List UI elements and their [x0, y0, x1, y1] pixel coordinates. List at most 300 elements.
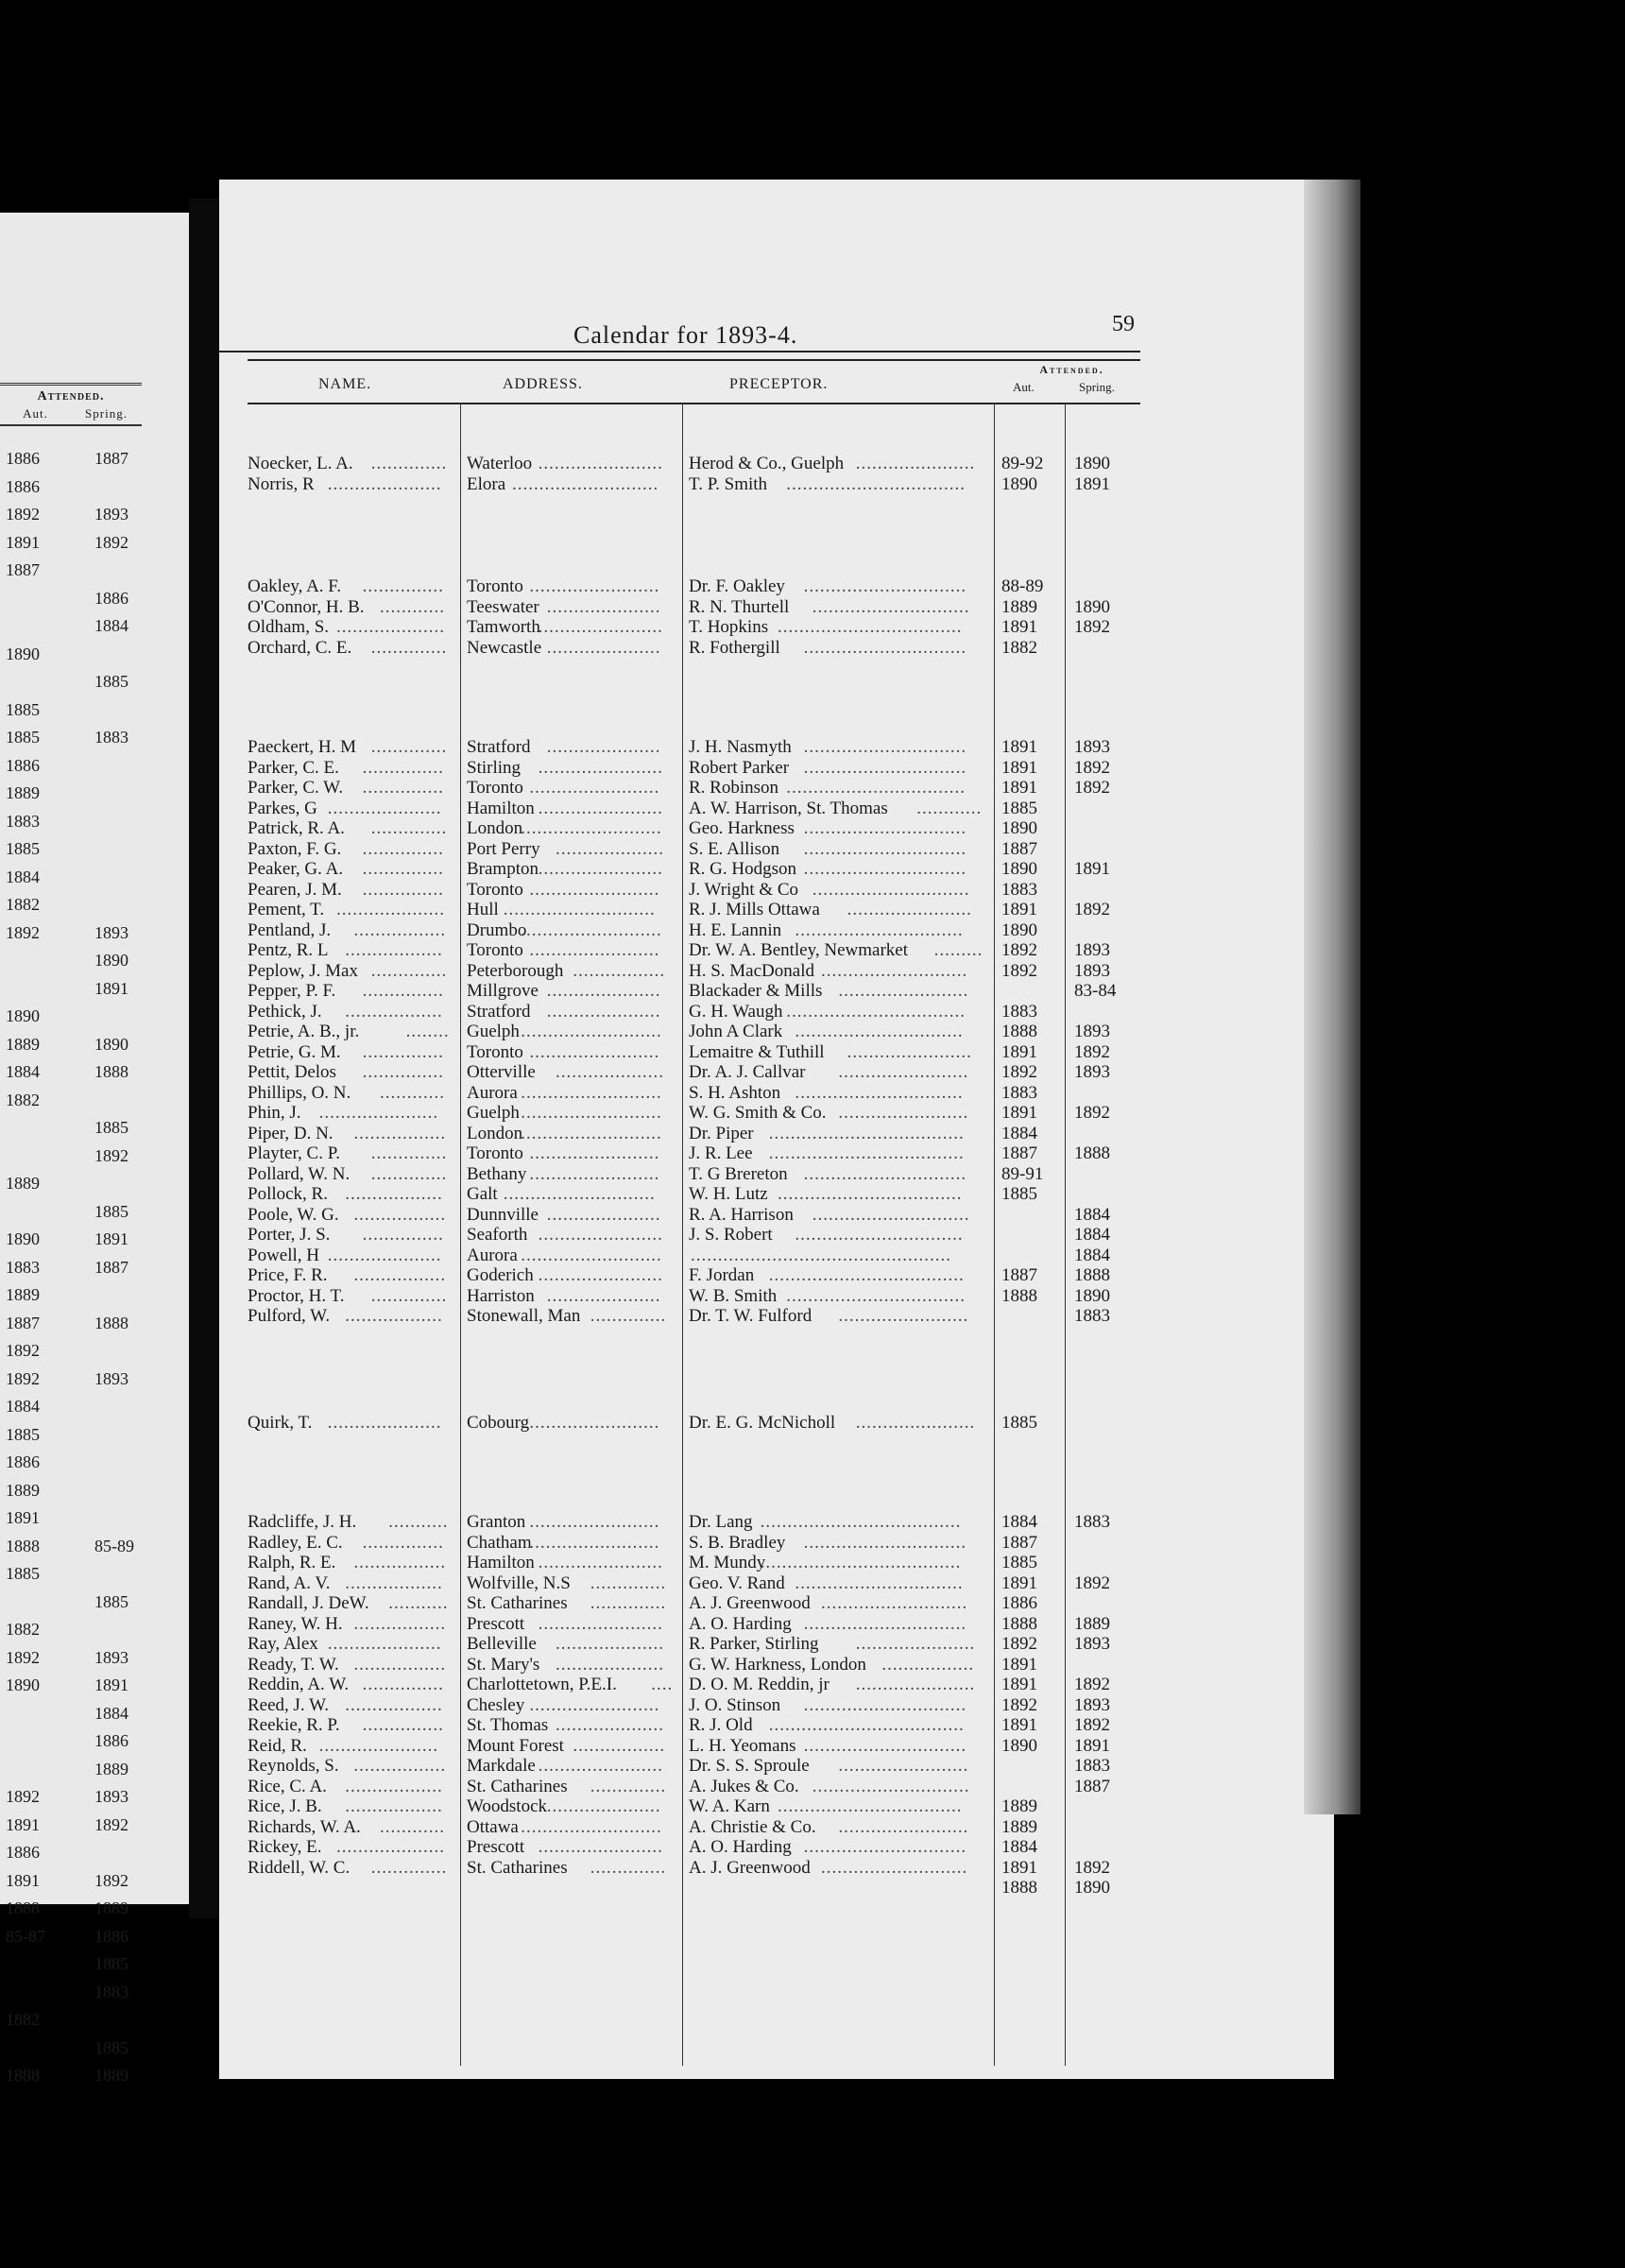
cell-name: Pentz, R. L — [248, 940, 329, 960]
left-year-row — [0, 1592, 142, 1611]
leader-dots: ............... — [362, 1675, 444, 1694]
left-year-row — [0, 1397, 142, 1416]
leader-dots: ........................ — [529, 940, 660, 960]
cell-name: Oldham, S. — [248, 617, 330, 637]
cell-preceptor: W. B. Smith — [689, 1285, 778, 1306]
left-spring-value: 1893 — [94, 505, 128, 524]
cell-aut: 1891 — [1001, 617, 1037, 637]
cell-spring: 1888 — [1074, 1265, 1110, 1285]
cell-preceptor: R. G. Hodgson — [689, 859, 797, 879]
left-spring-value: 1884 — [94, 1703, 128, 1723]
register-row — [219, 900, 1164, 920]
left-aut-value: 1892 — [6, 1647, 40, 1667]
leader-dots: ...................... — [318, 1735, 439, 1756]
cell-name: Richards, W. A. — [248, 1816, 361, 1837]
cell-name: Peplow, J. Max — [248, 960, 358, 981]
register-row — [219, 1675, 1164, 1695]
leader-dots: .............................. — [803, 1735, 967, 1756]
cell-spring: 1889 — [1074, 1613, 1110, 1634]
cell-spring: 1890 — [1074, 454, 1110, 473]
cell-name: Rickey, E. — [248, 1837, 322, 1857]
cell-name: Pethick, J. — [248, 1001, 322, 1022]
left-year-row — [0, 1537, 142, 1555]
page-number: 59 — [1112, 312, 1135, 336]
left-spring-value: 1893 — [94, 1368, 128, 1388]
cell-aut: 1885 — [1001, 1553, 1037, 1572]
register-row — [219, 1143, 1164, 1164]
left-year-row — [0, 923, 142, 942]
register-row — [219, 1736, 1164, 1757]
cell-aut: 1892 — [1001, 940, 1037, 960]
left-aut-value: 1889 — [6, 1285, 40, 1304]
leader-dots: ............................... — [795, 1572, 964, 1593]
cell-preceptor: H. S. MacDonald — [689, 960, 814, 981]
cell-aut: 1888 — [1001, 1878, 1037, 1898]
cell-name: Ralph, R. E. — [248, 1553, 336, 1572]
cell-preceptor: R. A. Harrison — [689, 1204, 794, 1225]
cell-aut: 1891 — [1001, 1857, 1037, 1878]
left-year-row — [0, 2010, 142, 2029]
cell-preceptor: L. H. Yeomans — [689, 1735, 796, 1756]
cell-aut: 1891 — [1001, 778, 1037, 798]
left-aut-value: 1891 — [6, 1508, 40, 1527]
leader-dots: .......................... — [521, 1123, 662, 1143]
leader-dots: ....................... — [538, 454, 663, 473]
left-spring-value: 1885 — [94, 1591, 128, 1611]
left-aut-value: 1886 — [6, 476, 40, 496]
left-spring-value: 1885 — [94, 2037, 128, 2057]
leader-dots: ..................... — [327, 473, 442, 494]
leader-dots: .............................. — [803, 1613, 967, 1634]
cell-preceptor: M. Mundy — [689, 1553, 766, 1572]
cell-name: Rice, C. A. — [248, 1776, 327, 1796]
cell-address: Chesley — [467, 1694, 525, 1715]
cell-aut: 1883 — [1001, 1082, 1037, 1103]
cell-preceptor: Dr. T. W. Fulford — [689, 1306, 812, 1326]
register-row — [219, 1796, 1164, 1817]
cell-preceptor: J. S. Robert — [689, 1225, 773, 1245]
leader-dots: ............... — [362, 1062, 444, 1082]
left-year-row — [0, 1035, 142, 1054]
left-aut-value: 1883 — [6, 1257, 40, 1277]
leader-dots: ................. — [353, 1756, 447, 1776]
left-aut-value: 1891 — [6, 532, 40, 552]
cell-preceptor: Dr. F. Oakley — [689, 576, 785, 596]
cell-aut: 1885 — [1001, 1184, 1037, 1204]
cell-spring: 1884 — [1074, 1245, 1110, 1265]
cell-aut: 1892 — [1001, 1062, 1037, 1082]
left-year-row — [0, 1452, 142, 1471]
left-year-row — [0, 1815, 142, 1834]
left-aut-label: Aut. — [23, 406, 48, 421]
left-spring-value: 1893 — [94, 1787, 128, 1806]
cell-address: Tamworth — [467, 617, 540, 637]
leader-dots: .................................. — [778, 617, 963, 637]
cell-address: Dunnville — [467, 1204, 539, 1225]
cell-preceptor: J. O. Stinson — [689, 1694, 781, 1715]
cell-address: Stonewall, Man — [467, 1306, 581, 1326]
left-aut-value: 1888 — [6, 1536, 40, 1555]
leader-dots: ............... — [362, 838, 444, 859]
left-year-row — [0, 1481, 142, 1500]
leader-dots: .............................. — [803, 637, 967, 658]
leader-dots: .......................... — [521, 1103, 662, 1123]
leader-dots: ............ — [380, 596, 445, 617]
left-aut-value: 1885 — [6, 1424, 40, 1444]
left-aut-value: 1890 — [6, 1675, 40, 1694]
cell-preceptor: T. Hopkins — [689, 617, 769, 637]
book-gutter — [189, 198, 219, 1918]
leader-dots: ....................... — [538, 1225, 663, 1245]
cell-preceptor: T. P. Smith — [689, 473, 768, 494]
left-year-row — [0, 449, 142, 468]
leader-dots: .......................... — [521, 818, 662, 838]
cell-preceptor: A. O. Harding — [689, 1837, 792, 1857]
left-spring-value: 1886 — [94, 1731, 128, 1750]
cell-address: Markdale — [467, 1756, 536, 1776]
leader-dots: ....................... — [538, 1265, 663, 1285]
leader-dots: ....................... — [538, 1613, 663, 1634]
cell-address: Brampton — [467, 859, 539, 879]
leader-dots: ..................... — [327, 1413, 442, 1433]
leader-dots: ............... — [362, 1041, 444, 1062]
cell-aut: 1891 — [1001, 1103, 1037, 1123]
leader-dots: .................... — [556, 1715, 664, 1735]
register-row — [219, 1042, 1164, 1063]
leader-dots: .................... — [336, 1837, 445, 1857]
cell-aut: 1892 — [1001, 1694, 1037, 1715]
header-rule — [219, 351, 1140, 352]
left-spring-value: 1892 — [94, 1145, 128, 1165]
left-year-row — [0, 1118, 142, 1137]
leader-dots: .................................... — [768, 1123, 965, 1143]
cell-spring: 1890 — [1074, 1285, 1110, 1306]
cell-address: Belleville — [467, 1634, 537, 1654]
register-row — [219, 961, 1164, 982]
leader-dots: ................................. — [786, 778, 966, 798]
left-year-row — [0, 951, 142, 970]
left-year-row — [0, 895, 142, 914]
cell-aut: 1891 — [1001, 900, 1037, 919]
cell-address: Wolfville, N.S — [467, 1572, 571, 1593]
leader-dots: ................. — [573, 1735, 666, 1756]
cell-spring: 1891 — [1074, 1735, 1110, 1756]
left-spring-value: 1889 — [94, 1759, 128, 1778]
leader-dots: ................. — [353, 1553, 447, 1572]
left-year-row — [0, 589, 142, 608]
leader-dots: .............................. — [803, 1163, 967, 1184]
cell-aut: 1889 — [1001, 1796, 1037, 1816]
leader-dots: ........................ — [838, 1062, 969, 1082]
left-aut-value: 1890 — [6, 1229, 40, 1248]
cell-name: Pollard, W. N. — [248, 1163, 351, 1184]
cell-name: Pentland, J. — [248, 919, 332, 940]
leader-dots: ........ — [405, 1022, 450, 1041]
left-year-row — [0, 756, 142, 775]
cell-address: London — [467, 818, 523, 838]
register-row — [219, 1512, 1164, 1533]
cell-name: Oakley, A. F. — [248, 576, 342, 596]
cell-aut: 1884 — [1001, 1512, 1037, 1532]
cell-address: Newcastle — [467, 637, 542, 658]
cell-address: Drumbo — [467, 919, 527, 940]
cell-spring: 1892 — [1074, 1041, 1110, 1062]
cell-spring: 1891 — [1074, 473, 1110, 494]
cell-name: Pearen, J. M. — [248, 879, 342, 900]
left-aut-value: 1884 — [6, 867, 40, 886]
cell-spring: 1884 — [1074, 1225, 1110, 1245]
cell-address: Stirling — [467, 757, 522, 778]
left-spring-value: 1891 — [94, 1675, 128, 1694]
left-aut-value: 1889 — [6, 1174, 40, 1193]
leader-dots: .............................. — [803, 1837, 967, 1857]
register-row — [219, 474, 1164, 495]
leader-dots: ............... — [362, 879, 444, 900]
leader-dots: ............... — [362, 1532, 444, 1553]
cell-address: Toronto — [467, 1143, 523, 1163]
leader-dots: ..................... — [546, 981, 661, 1001]
leader-dots: ........................ — [529, 1163, 660, 1184]
register-row — [219, 1083, 1164, 1104]
leader-dots: ..................... — [546, 1204, 661, 1225]
left-spring-label: Spring. — [85, 406, 128, 421]
cell-preceptor: Blackader & Mills — [689, 981, 823, 1001]
leader-dots: ........................ — [529, 778, 660, 798]
left-aut-value: 1884 — [6, 1397, 40, 1416]
cell-address: Waterloo — [467, 454, 533, 473]
cell-address: Seaforth — [467, 1225, 528, 1245]
cell-name: Radley, E. C. — [248, 1532, 343, 1553]
left-year-row — [0, 644, 142, 663]
cell-preceptor: R. Fothergill — [689, 637, 780, 658]
leader-dots: .............. — [590, 1857, 667, 1878]
leader-dots: ................. — [573, 960, 666, 981]
register-row — [219, 1205, 1164, 1226]
cell-address: Ottawa — [467, 1816, 519, 1837]
leader-dots: .................... — [556, 1654, 664, 1675]
cell-spring: 1892 — [1074, 1572, 1110, 1593]
cell-preceptor: A. W. Harrison, St. Thomas — [689, 798, 888, 818]
leader-dots: ........................... — [821, 1857, 968, 1878]
leader-dots: ............ — [916, 798, 983, 818]
cell-aut: 1891 — [1001, 1041, 1037, 1062]
leader-dots: .............. — [370, 737, 448, 757]
cell-address: Port Perry — [467, 838, 540, 859]
left-spring-value: 1893 — [94, 1647, 128, 1667]
cell-spring: 1893 — [1074, 1022, 1110, 1041]
left-spring-value: 1892 — [94, 532, 128, 552]
left-year-row — [0, 1983, 142, 2002]
left-year-row — [0, 783, 142, 802]
register-row — [219, 1286, 1164, 1307]
left-aut-value: 1886 — [6, 1843, 40, 1862]
cell-address: St. Thomas — [467, 1715, 549, 1735]
left-year-row — [0, 1091, 142, 1109]
cell-address: Mount Forest — [467, 1735, 564, 1756]
leader-dots: ..................... — [546, 637, 661, 658]
leader-dots: ........................... — [821, 960, 968, 981]
cell-address: Stratford — [467, 737, 531, 757]
left-aut-value: 1892 — [6, 505, 40, 524]
left-year-row — [0, 1425, 142, 1444]
left-spring-value: 1886 — [94, 588, 128, 608]
cell-aut: 1891 — [1001, 757, 1037, 778]
cell-spring: 1890 — [1074, 596, 1110, 617]
leader-dots: .......................... — [521, 1082, 662, 1103]
left-aut-value: 1890 — [6, 1006, 40, 1025]
left-aut-value: 1882 — [6, 1090, 40, 1109]
cell-preceptor: S. H. Ashton — [689, 1082, 781, 1103]
cell-preceptor: S. E. Allison — [689, 838, 780, 859]
left-aut-value: 1885 — [6, 699, 40, 719]
left-year-row — [0, 616, 142, 635]
cell-preceptor: A. J. Greenwood — [689, 1857, 811, 1878]
leader-dots: ............................. — [812, 596, 970, 617]
leader-dots: .............. — [590, 1593, 667, 1613]
leader-dots: .............................. — [803, 859, 967, 879]
leader-dots: ..................................... — [760, 1512, 962, 1532]
leader-dots: .............. — [370, 960, 448, 981]
leader-dots: ..................... — [327, 1245, 442, 1265]
cell-preceptor: Dr. Lang — [689, 1512, 753, 1532]
cell-aut: 1890 — [1001, 1735, 1037, 1756]
leader-dots: ........................ — [838, 1306, 969, 1326]
leader-dots: .................... — [556, 1062, 664, 1082]
leader-dots: .............. — [370, 1163, 448, 1184]
cell-address: Woodstock — [467, 1796, 548, 1816]
left-year-row — [0, 979, 142, 998]
register-row — [219, 1715, 1164, 1736]
leader-dots: .............. — [370, 818, 448, 838]
cell-address: Teeswater — [467, 596, 539, 617]
leader-dots: .......................... — [521, 1022, 662, 1041]
left-year-row — [0, 1731, 142, 1750]
leader-dots: .................................. — [778, 1184, 963, 1204]
cell-preceptor: Geo. Harkness — [689, 818, 795, 838]
register-row — [219, 1002, 1164, 1022]
leader-dots: ........... — [388, 1512, 449, 1532]
left-aut-value: 1892 — [6, 1787, 40, 1806]
leader-dots: ............... — [362, 981, 444, 1001]
cell-address: Toronto — [467, 940, 523, 960]
leader-dots: .............. — [590, 1776, 667, 1796]
cell-name: Randall, J. DeW. — [248, 1593, 369, 1613]
cell-aut: 1884 — [1001, 1837, 1037, 1857]
cell-spring: 1890 — [1074, 1878, 1110, 1898]
leader-dots: ................. — [353, 1204, 447, 1225]
register-row — [219, 1837, 1164, 1858]
cell-name: Pollock, R. — [248, 1184, 328, 1204]
cell-spring: 1893 — [1074, 1694, 1110, 1715]
left-aut-value: 1891 — [6, 1870, 40, 1890]
leader-dots: .............. — [370, 1143, 448, 1163]
leader-dots: .................. — [345, 1572, 443, 1593]
cell-address: Toronto — [467, 879, 523, 900]
leader-dots: ....................... — [538, 1837, 663, 1857]
cell-preceptor: Dr. E. G. McNicholl — [689, 1413, 836, 1433]
left-spring-value: 1883 — [94, 728, 128, 747]
cell-aut: 1888 — [1001, 1285, 1037, 1306]
cell-address: Hull — [467, 900, 499, 919]
leader-dots: ........................ — [529, 1041, 660, 1062]
cell-name: Ready, T. W. — [248, 1654, 339, 1675]
leader-dots: ........................ — [529, 1413, 660, 1433]
register-row — [219, 576, 1164, 597]
cell-name: Reynolds, S. — [248, 1756, 339, 1776]
cell-address: Hamilton — [467, 1553, 535, 1572]
cell-name: Powell, H — [248, 1245, 319, 1265]
leader-dots: ............ — [380, 1082, 445, 1103]
cell-preceptor: Robert Parker — [689, 757, 790, 778]
cell-name: Reekie, R. P. — [248, 1715, 340, 1735]
left-year-row — [0, 1704, 142, 1723]
left-aut-value: 85-87 — [6, 1926, 45, 1946]
register-row — [219, 597, 1164, 618]
leader-dots: ............................. — [812, 1204, 970, 1225]
cell-spring: 1883 — [1074, 1756, 1110, 1776]
left-year-row — [0, 839, 142, 858]
left-aut-value: 1892 — [6, 1341, 40, 1360]
header-attended: Attended. — [1039, 363, 1104, 376]
left-year-row — [0, 1341, 142, 1360]
register-row — [219, 758, 1164, 779]
leader-dots: ....................... — [847, 900, 972, 919]
cell-aut: 1890 — [1001, 473, 1037, 494]
left-attended-header — [0, 383, 142, 426]
cell-address: Guelph — [467, 1022, 520, 1041]
cell-aut: 1889 — [1001, 1816, 1037, 1837]
register-row — [219, 778, 1164, 799]
left-page — [0, 213, 189, 2085]
left-year-row — [0, 728, 142, 747]
left-year-row — [0, 477, 142, 496]
cell-preceptor: Dr. W. A. Bentley, Newmarket — [689, 940, 909, 960]
cell-name: Noecker, L. A. — [248, 454, 353, 473]
cell-aut: 1890 — [1001, 818, 1037, 838]
left-year-row — [0, 700, 142, 719]
register-row — [219, 737, 1164, 758]
left-aut-value: 1882 — [6, 895, 40, 914]
leader-dots: .................. — [345, 1694, 443, 1715]
cell-name: Reid, R. — [248, 1735, 307, 1756]
cell-name: O'Connor, H. B. — [248, 596, 365, 617]
cell-preceptor: Dr. S. S. Sproule — [689, 1756, 810, 1776]
leader-dots: ................. — [353, 919, 447, 940]
left-aut-value: 1888 — [6, 1899, 40, 1917]
leader-dots: ............................. — [812, 1776, 970, 1796]
cell-aut: 1888 — [1001, 1022, 1037, 1041]
left-aut-value: 1885 — [6, 728, 40, 747]
leader-dots: ................................................ — [691, 1245, 951, 1265]
cell-name: Pepper, P. F. — [248, 981, 336, 1001]
leader-dots: ........................ — [838, 1756, 969, 1776]
cell-name: Playter, C. P. — [248, 1143, 340, 1163]
cell-name: Peaker, G. A. — [248, 859, 344, 879]
cell-address: Otterville — [467, 1062, 536, 1082]
leader-dots: ...................... — [855, 1675, 976, 1694]
register-row — [219, 1777, 1164, 1797]
leader-dots: ....................... — [538, 617, 663, 637]
leader-dots: ................. — [353, 1123, 447, 1143]
cell-address: Bethany — [467, 1163, 527, 1184]
cell-address: Harriston — [467, 1285, 535, 1306]
cell-name: Pettit, Delos — [248, 1062, 336, 1082]
leader-dots: ...................... — [855, 1634, 976, 1654]
cell-name: Norris, R — [248, 473, 315, 494]
cell-name: Parker, C. E. — [248, 757, 339, 778]
cell-spring: 1893 — [1074, 1634, 1110, 1654]
cell-preceptor: D. O. M. Reddin, jr — [689, 1675, 830, 1694]
